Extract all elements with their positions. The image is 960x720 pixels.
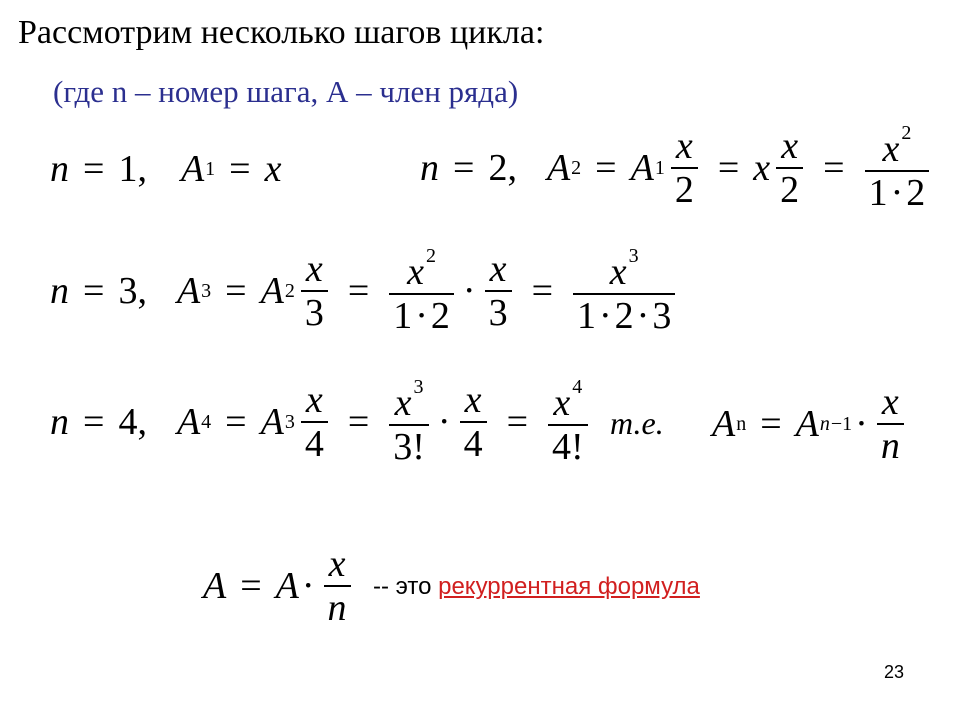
recurrent-formula-link[interactable]: рекуррентная формула [438, 573, 700, 600]
recurrent-formula: A = A · $\frac{x}{n}$ [203, 545, 357, 627]
te-label: т.е. [610, 405, 664, 441]
formula-n2: n = 2, A 2 = A 1 $\frac{x}{2}$ = x $\frac{x}{2}$ = $\frac{x ^2}{1\cdot 2}$ [420, 123, 935, 212]
caption-prefix: -- это [373, 573, 439, 600]
formula-n4: n = 4, A 4 = A 3 $\frac{x}{4}$ = $\frac{x ^3}{3!}$ · $\frac{x}{4}$ = $\frac{x ^4}{4!}$ [50, 377, 594, 466]
slide-subtitle: (где n – номер шага, А – член ряда) [53, 74, 519, 109]
formula-n1: n = 1, A 1 = x [50, 148, 282, 190]
recurrent-caption [373, 573, 700, 601]
page-number: 23 [883, 662, 904, 682]
slide-title: Рассмотрим несколько шагов цикла: [18, 14, 545, 51]
formula-n3: n = 3, A 3 = A 2 $\frac{x}{3}$ = $\frac{x ^2}{1\cdot 2}$ · $\frac{x}{3}$ = $\frac{x ^3}{1\cdot 2\cdot 3}$ [50, 246, 681, 335]
formula-general: A n = A n −1 · $\frac{x}{n}$ [712, 383, 910, 465]
